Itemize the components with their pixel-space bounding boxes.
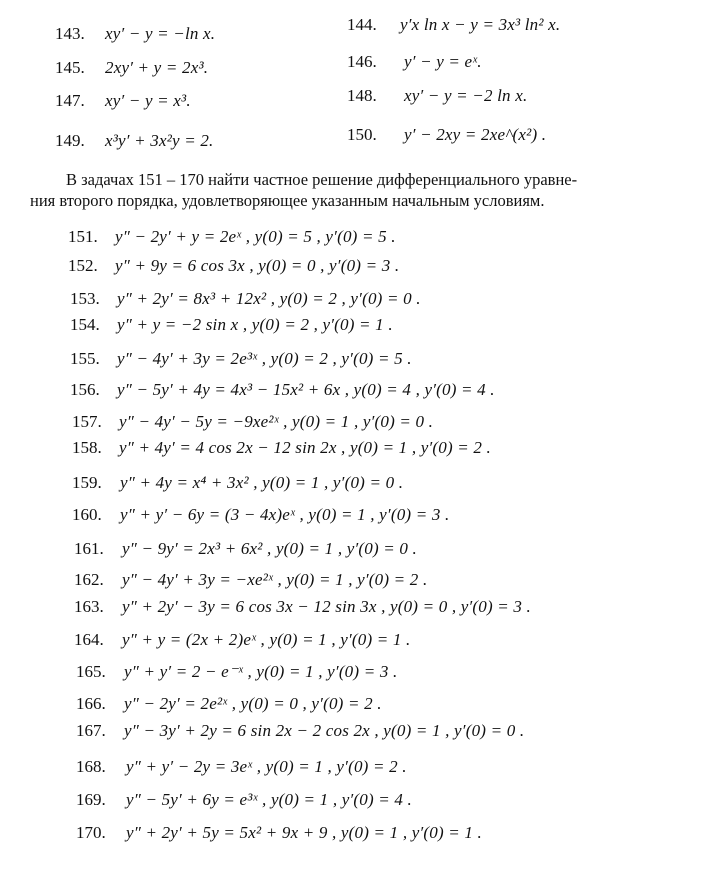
- problem-number: 147.: [55, 91, 85, 110]
- problem-equation: x³y′ + 3x²y = 2.: [105, 131, 214, 150]
- problem-number: 154.: [70, 315, 100, 334]
- problem-equation: y″ + y′ − 2y = 3eˣ , y(0) = 1 , y′(0) = 2 .: [126, 757, 407, 776]
- problem-number: 148.: [347, 86, 377, 105]
- instruction-line: ния второго порядка, удовлетворяющее указанным начальным условиям.: [30, 191, 545, 210]
- problem-equation: y″ + 4y′ = 4 cos 2x − 12 sin 2x , y(0) = 1 , y′(0) = 2 .: [119, 438, 491, 457]
- problem-number: 169.: [76, 790, 106, 809]
- problem-equation: y″ − 4y′ − 5y = −9xe²ˣ , y(0) = 1 , y′(0) = 0 .: [119, 412, 434, 431]
- instruction-line: В задачах 151 – 170 найти частное решение дифференциального уравне-: [66, 170, 578, 189]
- problem-equation: y′ − 2xy = 2xe^(x²) .: [404, 125, 547, 144]
- problem-number: 167.: [76, 721, 106, 740]
- problem-equation: y″ + y = −2 sin x , y(0) = 2 , y′(0) = 1 .: [117, 315, 393, 334]
- problem-equation: y″ − 2y′ = 2e²ˣ , y(0) = 0 , y′(0) = 2 .: [124, 694, 382, 713]
- problem-number: 157.: [72, 412, 102, 431]
- problem-equation: y″ − 4y′ + 3y = −xe²ˣ , y(0) = 1 , y′(0) = 2 .: [122, 570, 428, 589]
- problem-equation: y″ + y = (2x + 2)eˣ , y(0) = 1 , y′(0) = 1 .: [122, 630, 411, 649]
- problem-equation: y″ + 9y = 6 cos 3x , y(0) = 0 , y′(0) = 3 .: [115, 256, 400, 275]
- problem-number: 164.: [74, 630, 104, 649]
- problem-equation: y″ + 2y′ − 3y = 6 cos 3x − 12 sin 3x , y(0) = 0 , y′(0) = 3 .: [122, 597, 532, 616]
- problem-number: 151.: [68, 227, 98, 246]
- problem-equation: y′ − y = eˣ.: [404, 52, 482, 71]
- problem-equation: y″ + 2y′ = 8x³ + 12x² , y(0) = 2 , y′(0) = 0 .: [117, 289, 421, 308]
- problem-number: 149.: [55, 131, 85, 150]
- problem-equation: y″ − 9y′ = 2x³ + 6x² , y(0) = 1 , y′(0) = 0 .: [122, 539, 417, 558]
- problem-number: 143.: [55, 24, 85, 43]
- problem-number: 152.: [68, 256, 98, 275]
- problem-number: 158.: [72, 438, 102, 457]
- problem-equation: 2xy′ + y = 2x³.: [105, 58, 209, 77]
- problem-equation: y″ − 2y′ + y = 2eˣ , y(0) = 5 , y′(0) = 5 .: [115, 227, 396, 246]
- problem-equation: y″ − 5y′ + 6y = e³ˣ , y(0) = 1 , y′(0) = 4 .: [126, 790, 412, 809]
- problem-equation: y″ − 3y′ + 2y = 6 sin 2x − 2 cos 2x , y(0) = 1 , y′(0) = 0 .: [124, 721, 525, 740]
- problem-equation: y″ + 4y = x⁴ + 3x² , y(0) = 1 , y′(0) = 0 .: [120, 473, 404, 492]
- problem-number: 163.: [74, 597, 104, 616]
- problem-equation: xy′ − y = −2 ln x.: [404, 86, 528, 105]
- problem-number: 146.: [347, 52, 377, 71]
- problem-number: 155.: [70, 349, 100, 368]
- problem-number: 150.: [347, 125, 377, 144]
- problem-equation: y″ + y′ = 2 − e⁻ˣ , y(0) = 1 , y′(0) = 3 .: [124, 662, 398, 681]
- problem-equation: y″ + y′ − 6y = (3 − 4x)eˣ , y(0) = 1 , y′(0) = 3 .: [120, 505, 450, 524]
- problem-number: 161.: [74, 539, 104, 558]
- problem-number: 170.: [76, 823, 106, 842]
- problem-number: 159.: [72, 473, 102, 492]
- problem-equation: y′x ln x − y = 3x³ ln² x.: [400, 15, 561, 34]
- problem-number: 156.: [70, 380, 100, 399]
- problem-number: 160.: [72, 505, 102, 524]
- problem-equation: xy′ − y = x³.: [105, 91, 191, 110]
- problem-equation: xy′ − y = −ln x.: [105, 24, 216, 43]
- problem-equation: y″ − 4y′ + 3y = 2e³ˣ , y(0) = 2 , y′(0) = 5 .: [117, 349, 412, 368]
- problem-equation: y″ + 2y′ + 5y = 5x² + 9x + 9 , y(0) = 1 , y′(0) = 1 .: [126, 823, 482, 842]
- problem-number: 162.: [74, 570, 104, 589]
- problem-number: 145.: [55, 58, 85, 77]
- problem-number: 165.: [76, 662, 106, 681]
- problem-number: 168.: [76, 757, 106, 776]
- problem-number: 153.: [70, 289, 100, 308]
- problem-number: 166.: [76, 694, 106, 713]
- instruction-paragraph: [30, 169, 685, 211]
- problem-equation: y″ − 5y′ + 4y = 4x³ − 15x² + 6x , y(0) = 4 , y′(0) = 4 .: [117, 380, 495, 399]
- problem-number: 144.: [347, 15, 377, 34]
